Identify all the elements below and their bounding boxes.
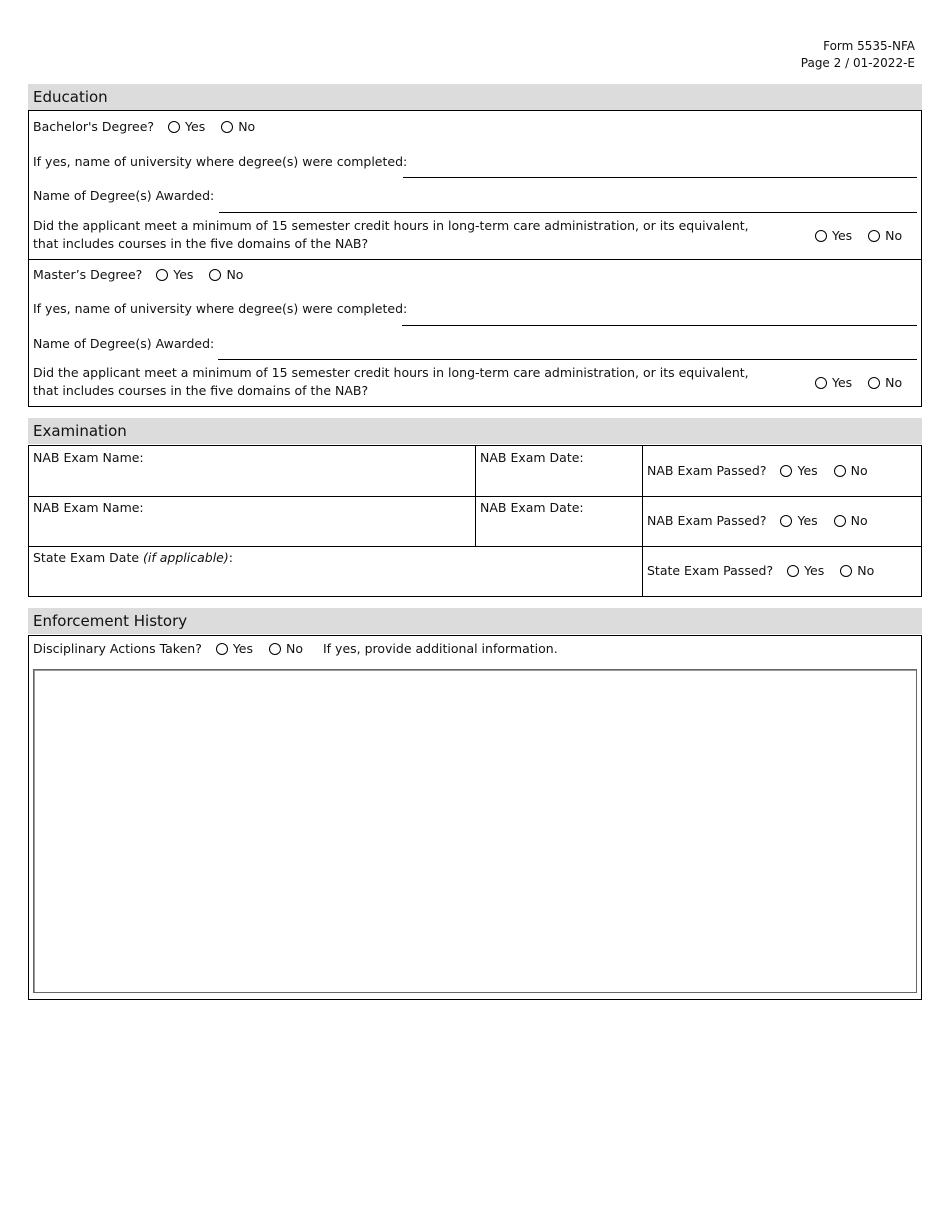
radio-icon[interactable] — [156, 269, 168, 281]
radio-icon[interactable] — [780, 515, 792, 527]
bachelors-university-field[interactable] — [403, 177, 917, 178]
form-header — [801, 38, 915, 72]
form-number: Form 5535-NFA — [823, 39, 915, 53]
state-exam-passed-yes-option[interactable]: Yes — [787, 563, 824, 578]
masters-yes-option[interactable]: Yes — [156, 267, 193, 282]
nab-exam-passed-label: NAB Exam Passed? — [647, 513, 767, 528]
radio-icon[interactable] — [221, 121, 233, 133]
enforcement-section-title: Enforcement History — [28, 608, 922, 634]
bachelors-credit-no-option[interactable]: No — [868, 228, 902, 243]
masters-credit-options — [815, 375, 902, 390]
masters-credit-yes-option[interactable]: Yes — [815, 375, 852, 390]
education-divider — [29, 259, 921, 260]
bachelors-university-label: If yes, name of university where degree(s) were completed: — [33, 154, 408, 169]
bachelors-credit-question: Did the applicant meet a minimum of 15 semester credit hours in long-term care administration, or its equivalent, that includes courses in the five domains of the NAB? — [33, 218, 749, 251]
examination-section-title: Examination — [28, 418, 922, 444]
education-section-title: Education — [28, 84, 922, 110]
nab-exam-date-label: NAB Exam Date: — [480, 450, 584, 465]
exam-row-divider — [29, 546, 921, 547]
bachelors-no-option[interactable]: No — [221, 119, 255, 134]
masters-degree-label: Name of Degree(s) Awarded: — [33, 336, 215, 351]
additional-information-textarea[interactable] — [33, 669, 917, 993]
radio-icon[interactable] — [840, 565, 852, 577]
nab-exam-passed-row — [647, 513, 868, 528]
state-exam-passed-label: State Exam Passed? — [647, 563, 774, 578]
state-exam-passed-row — [647, 563, 874, 578]
masters-university-field[interactable] — [402, 325, 917, 326]
exam-column-divider — [475, 446, 476, 546]
masters-question: Master’s Degree? — [33, 267, 143, 282]
masters-credit-no-option[interactable]: No — [868, 375, 902, 390]
masters-no-option[interactable]: No — [209, 267, 243, 282]
state-exam-passed-no-option[interactable]: No — [840, 563, 874, 578]
nab-exam-passed-yes-option[interactable]: Yes — [780, 513, 817, 528]
radio-icon[interactable] — [815, 230, 827, 242]
education-box — [28, 110, 922, 407]
disciplinary-yes-option[interactable]: Yes — [216, 641, 253, 656]
disciplinary-question: Disciplinary Actions Taken? — [33, 641, 202, 656]
nab-exam-date-label: NAB Exam Date: — [480, 500, 584, 515]
bachelors-question-row — [33, 119, 267, 134]
nab-exam-name-label: NAB Exam Name: — [33, 450, 144, 465]
masters-degree-field[interactable] — [218, 359, 917, 360]
masters-question-row — [33, 267, 255, 282]
radio-icon[interactable] — [815, 377, 827, 389]
disciplinary-instruction: If yes, provide additional information. — [322, 641, 558, 656]
exam-column-divider — [642, 446, 643, 597]
page-info: Page 2 / 01-2022-E — [800, 56, 915, 70]
bachelors-question: Bachelor's Degree? — [33, 119, 155, 134]
bachelors-credit-options — [815, 228, 902, 243]
radio-icon[interactable] — [787, 565, 799, 577]
nab-exam-passed-label: NAB Exam Passed? — [647, 463, 767, 478]
nab-exam-passed-no-option[interactable]: No — [834, 513, 868, 528]
bachelors-degree-field[interactable] — [219, 212, 917, 213]
radio-icon[interactable] — [209, 269, 221, 281]
radio-icon[interactable] — [868, 377, 880, 389]
enforcement-box — [28, 635, 922, 1000]
radio-icon[interactable] — [834, 465, 846, 477]
nab-exam-name-label: NAB Exam Name: — [33, 500, 144, 515]
radio-icon[interactable] — [168, 121, 180, 133]
radio-icon[interactable] — [780, 465, 792, 477]
masters-university-label: If yes, name of university where degree(s) were completed: — [33, 301, 408, 316]
masters-credit-question: Did the applicant meet a minimum of 15 semester credit hours in long-term care administration, or its equivalent, that includes courses in the five domains of the NAB? — [33, 365, 749, 398]
state-exam-date-label: State Exam Date (if applicable): — [33, 550, 233, 565]
radio-icon[interactable] — [868, 230, 880, 242]
nab-exam-passed-row — [647, 463, 868, 478]
bachelors-degree-label: Name of Degree(s) Awarded: — [33, 188, 215, 203]
nab-exam-passed-no-option[interactable]: No — [834, 463, 868, 478]
radio-icon[interactable] — [834, 515, 846, 527]
nab-exam-passed-yes-option[interactable]: Yes — [780, 463, 817, 478]
bachelors-credit-yes-option[interactable]: Yes — [815, 228, 852, 243]
radio-icon[interactable] — [269, 643, 281, 655]
examination-box — [28, 445, 922, 597]
disciplinary-no-option[interactable]: No — [269, 641, 303, 656]
radio-icon[interactable] — [216, 643, 228, 655]
disciplinary-question-row — [33, 641, 558, 656]
bachelors-yes-option[interactable]: Yes — [168, 119, 205, 134]
